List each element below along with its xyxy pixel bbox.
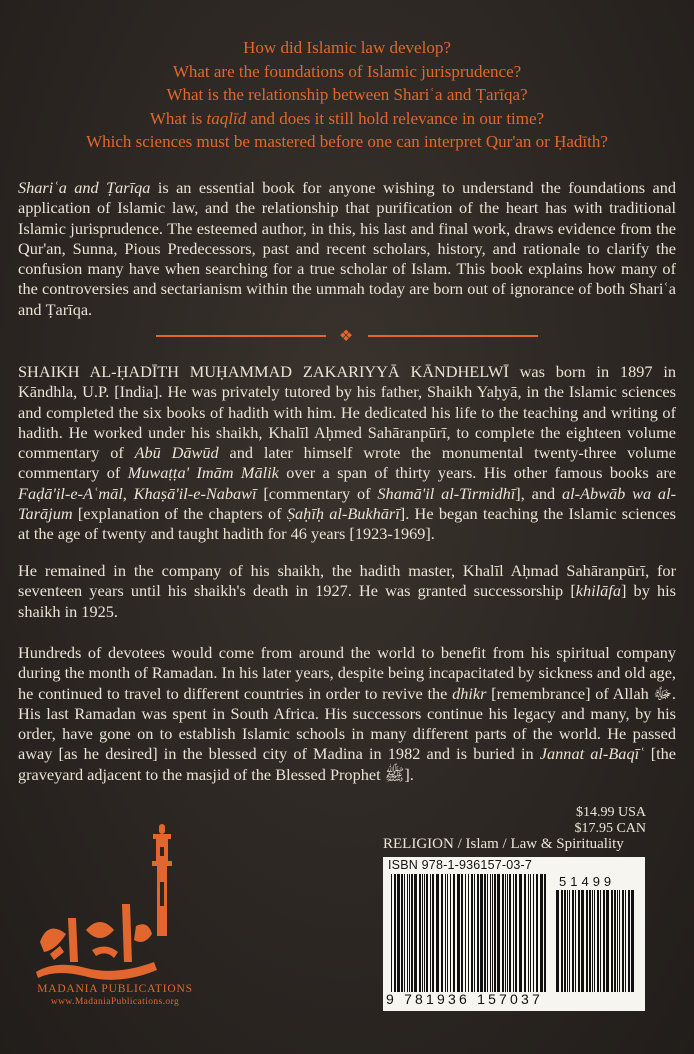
question: What is taqlīd and does it still hold relevance in our time? xyxy=(149,108,545,128)
question: What is the relationship between Shariʿa and Ṭarīqa? xyxy=(166,85,528,104)
publisher-name: MADANIA PUBLICATIONS xyxy=(37,983,193,995)
barcode-bar xyxy=(556,890,559,992)
barcode-bar xyxy=(471,874,473,992)
barcode-bar xyxy=(569,890,570,992)
bio-text: [explanation of the chapters of xyxy=(72,504,287,524)
bio-text: SHAIKH AL-ḤADĪTH MUḤAMMAD ZAKARIYYĀ KĀNDHELWĪ was born in 1897 in Kāndhla, U.P. [India]. He was privately tutored by his father, Shaikh Yaḥyā, in the Islamic sciences and completed the six books of hadith with him. He dedicated his life to the teaching and writing of hadith. He worked under his shaikh, Khalīl Aḥmed Sahāranpūrī, to complete the eighteen volume commentary of xyxy=(18,362,676,463)
barcode-bar xyxy=(394,874,396,992)
barcode-bar xyxy=(401,874,403,992)
barcode-bar xyxy=(592,890,593,992)
author-bio-2 xyxy=(18,561,676,622)
barcode-bar xyxy=(404,874,405,992)
question-prefix: What is xyxy=(149,108,203,128)
question-term: taqlīd xyxy=(206,108,247,128)
barcode-bar xyxy=(567,890,568,992)
barcode-bar xyxy=(619,890,620,992)
barcode-bar xyxy=(441,874,443,992)
barcode-bar xyxy=(487,874,488,992)
barcode-bar xyxy=(407,874,408,992)
barcode-bar xyxy=(505,874,506,992)
barcode-bar xyxy=(530,874,531,992)
subject-category: RELIGION / Islam / Law & Spirituality xyxy=(383,836,624,852)
barcode-bar xyxy=(528,874,529,992)
barcode-bar xyxy=(391,874,392,992)
barcode-bar xyxy=(492,874,493,992)
bio-text: over a span of thirty years. His other famous books are xyxy=(278,463,676,483)
barcode-bar xyxy=(424,874,425,992)
bio-text: Hundreds of devotees would come from around the world to benefit from his spiritual company during the month of Ramadan. In his later years, despite being incapacitated by sickness and old age, he continued to travel to different countries in order to revive the xyxy=(18,643,676,703)
barcode-bar xyxy=(445,874,446,992)
divider-line xyxy=(156,335,326,337)
price-usa: $14.99 USA xyxy=(575,805,646,820)
barcode-bar xyxy=(628,890,630,992)
barcode-bar xyxy=(564,890,566,992)
question-list xyxy=(0,36,694,154)
term: dhikr xyxy=(452,683,487,703)
divider-line xyxy=(368,335,538,337)
barcode-bar xyxy=(426,874,428,992)
barcode-bar xyxy=(622,890,624,992)
barcode-bar xyxy=(497,874,500,992)
barcode-bar xyxy=(484,874,486,992)
barcode-bar xyxy=(540,874,543,992)
bio-text: ], and xyxy=(515,483,562,503)
bio-text: ] by his shaikh in 1925. xyxy=(18,581,676,621)
price-can: $17.95 CAN xyxy=(574,821,646,836)
bio-text: [the graveyard adjacent to the masjid of the Blessed Prophet ﷺ]. xyxy=(18,744,677,784)
barcode-bar xyxy=(536,874,538,992)
barcode-bar xyxy=(524,874,526,992)
barcode-bar xyxy=(502,874,504,992)
addon-code: 51499 xyxy=(559,874,616,889)
question: How did Islamic law develop? xyxy=(243,38,451,57)
barcode-bar xyxy=(589,890,591,992)
barcode-bar xyxy=(600,890,601,992)
publisher-website: www.MadaniaPublications.org xyxy=(50,997,180,1007)
barcode-bar xyxy=(561,890,563,992)
barcode-bar xyxy=(477,874,479,992)
barcode-bar xyxy=(414,874,417,992)
description-text: is an essential book for anyone wishing to understand the foundations and application of Islamic law, and the relationship that purification of the heart has with traditional Islamic jurisprudence. The esteemed author, in this, his last and final work, draws evidence from the Qur'an, Sunna, Pious Predecessors, past and recent scholars, history, and rationale to clarify the confusion many have when searching for a true scholar of Islam. This book explains how many of the controversies and sectarianism within the ummah today are born out of ignorance of both Shariʿa and Ṭarīqa. xyxy=(18,178,676,319)
barcode-bar xyxy=(397,874,400,992)
book-name: Abū Dāwūd xyxy=(134,443,219,463)
barcode-bar xyxy=(544,874,546,992)
barcode-bar xyxy=(453,874,455,992)
barcode-bar xyxy=(597,890,599,992)
barcode-bar xyxy=(419,874,421,992)
barcode-bar xyxy=(614,890,616,992)
barcode-bar xyxy=(533,874,534,992)
book-description xyxy=(18,178,676,320)
ornament-icon: ❖ xyxy=(338,326,354,345)
barcode-bar xyxy=(625,890,626,992)
barcode-bar xyxy=(436,874,439,992)
ean-digits: 9 781936 157037 xyxy=(386,991,543,1007)
barcode-bar xyxy=(572,890,574,992)
barcode-bar xyxy=(578,890,580,992)
barcode-bar xyxy=(617,890,618,992)
bio-text: and later himself wrote the monumental twenty-three volume commentary of xyxy=(18,443,676,483)
barcode-label xyxy=(383,857,645,1011)
barcode-bar xyxy=(581,890,584,992)
barcode-bar xyxy=(586,890,588,992)
book-title: Shariʿa and Ṭarīqa xyxy=(18,178,151,197)
bio-text: [commentary of xyxy=(256,483,378,503)
book-name: Faḍā'il-e-Aʿmāl, Khaṣā'il-e-Nabawī xyxy=(18,483,257,503)
barcode-bar xyxy=(474,874,475,992)
book-name: Ṣaḥīḥ al-Bukhārī xyxy=(286,504,400,524)
publisher-logo xyxy=(26,822,206,982)
isbn-text: ISBN 978-1-936157-03-7 xyxy=(388,858,533,872)
question: Which sciences must be mastered before one can interpret Qur'an or Ḥadīth? xyxy=(86,132,608,151)
term: khilāfa xyxy=(575,581,621,601)
barcode-bar xyxy=(450,874,451,992)
ornament-divider xyxy=(156,326,538,346)
barcode-bar xyxy=(468,874,469,992)
barcode-bar xyxy=(447,874,448,992)
barcode-bar xyxy=(461,874,463,992)
barcode-bar xyxy=(457,874,460,992)
barcode-bar xyxy=(603,890,605,992)
barcode-bar xyxy=(480,874,483,992)
book-name: al-Abwāb wa al-Tarājum xyxy=(18,483,677,524)
barcode-bar xyxy=(515,874,517,992)
barcode-bar xyxy=(411,874,413,992)
barcode-bar xyxy=(494,874,496,992)
barcode-bar xyxy=(519,874,522,992)
barcode-bar xyxy=(409,874,410,992)
author-bio xyxy=(18,362,676,545)
place-name: Jannat al-Baqīʿ xyxy=(539,744,645,764)
price-block xyxy=(574,805,646,837)
barcode-bar xyxy=(465,874,466,992)
barcode-bar xyxy=(631,890,634,992)
barcode-bar xyxy=(432,874,434,992)
question-rest: does it still hold relevance in our time? xyxy=(279,108,545,128)
barcode-bar xyxy=(575,890,576,992)
book-name: Muwaṭṭa' Imām Mālik xyxy=(127,463,279,483)
barcode-bar xyxy=(606,890,609,992)
barcode-bar xyxy=(507,874,508,992)
barcode-bar xyxy=(430,874,431,992)
barcode-bar xyxy=(490,874,491,992)
author-bio-3 xyxy=(18,643,676,785)
barcode-bar xyxy=(513,874,514,992)
ean-barcode xyxy=(391,874,549,992)
barcode-bar xyxy=(509,874,511,992)
barcode-bar xyxy=(611,890,613,992)
barcode-bar xyxy=(422,874,423,992)
bio-text: [remembrance] of Allah ﷻ. His last Ramadan was spent in South Africa. His successors continue his legacy and many, by his order, have gone on to establish Islamic schools in many different parts of the world. He passed away [as he desired] in the blessed city of Madina in 1982 and is buried in xyxy=(18,683,676,764)
book-name: Shamā'il al-Tirmidhī xyxy=(377,483,516,503)
barcode-bar xyxy=(594,890,595,992)
bio-text: ]. He began teaching the Islamic sciences at the age of twenty and taught hadith for 46 years [1923-1969]. xyxy=(18,504,676,544)
addon-barcode xyxy=(556,890,636,992)
question: What are the foundations of Islamic jurisprudence? xyxy=(172,61,522,81)
bio-text: He remained in the company of his shaikh, the hadith master, Khalīl Aḥmad Sahāranpūrī, for seventeen years until his shaikh's death in 1927. He was granted successorship [ xyxy=(18,561,676,601)
